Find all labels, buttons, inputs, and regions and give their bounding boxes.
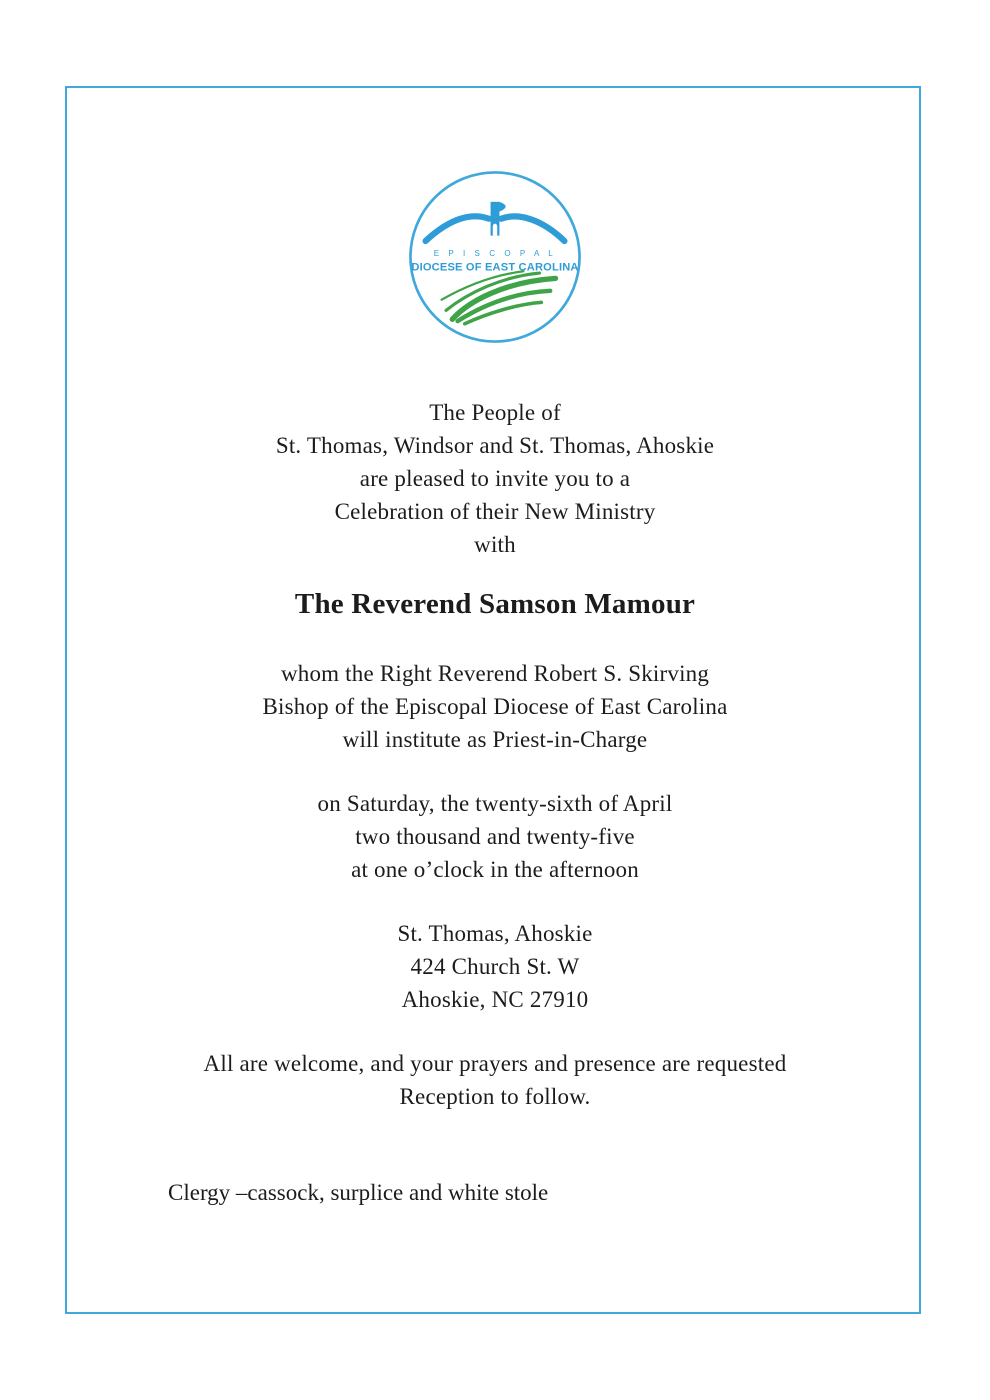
institution-line: whom the Right Reverend Robert S. Skirving — [280, 661, 710, 686]
institution-line: Bishop of the Episcopal Diocese of East Carolina — [262, 694, 728, 719]
datetime-block — [0, 787, 990, 886]
institution-line: will institute as Priest-in-Charge — [342, 727, 648, 752]
honoree-name: The Reverend Samson Mamour — [294, 588, 696, 620]
location-line: Ahoskie, NC 27910 — [401, 987, 589, 1012]
welcome-line: Reception to follow. — [399, 1084, 591, 1109]
welcome-block — [0, 1047, 990, 1113]
intro-line: St. Thomas, Windsor and St. Thomas, Ahoskie — [275, 433, 715, 458]
datetime-line: at one o’clock in the afternoon — [351, 857, 639, 882]
location-block — [0, 917, 990, 1016]
logo-name-text: DIOCESE OF EAST CAROLINA — [411, 261, 579, 274]
intro-block — [0, 396, 990, 561]
intro-line: with — [474, 532, 516, 557]
intro-line: are pleased to invite you to a — [359, 466, 631, 491]
episcopal-diocese-east-carolina-logo — [406, 168, 584, 346]
steeple-bridge-icon — [426, 202, 565, 241]
datetime-line: on Saturday, the twenty-sixth of April — [317, 791, 673, 816]
location-line: 424 Church St. W — [410, 954, 580, 979]
logo-container — [0, 168, 990, 346]
welcome-line: All are welcome, and your prayers and presence are requested — [203, 1051, 787, 1076]
intro-line: The People of — [429, 400, 561, 425]
logo-arc-text: E P I S C O P A L — [433, 249, 557, 259]
intro-line: Celebration of their New Ministry — [334, 499, 656, 524]
datetime-line: two thousand and twenty-five — [355, 824, 635, 849]
clergy-note: Clergy –cassock, surplice and white stole — [168, 1180, 549, 1205]
location-line: St. Thomas, Ahoskie — [397, 921, 593, 946]
institution-block — [0, 657, 990, 756]
field-rows-icon — [442, 271, 556, 324]
